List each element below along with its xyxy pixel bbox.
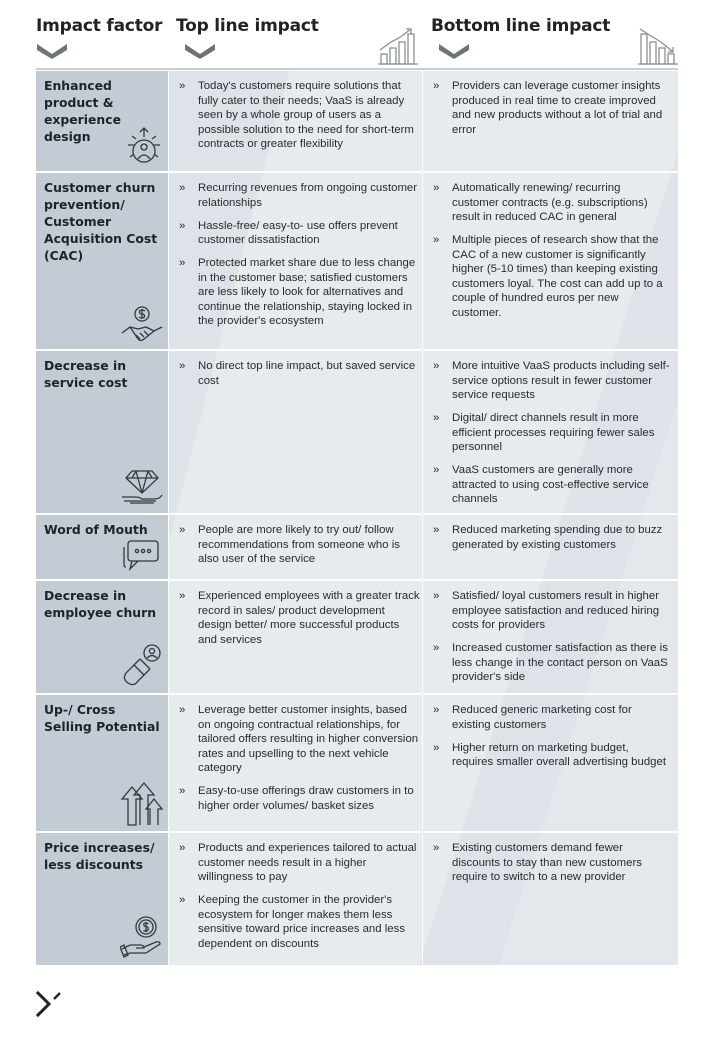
brand-logo-icon (36, 990, 66, 1020)
bullet-item: » Keeping the customer in the provider's ecosystem for longer makes them less sensitive toward price increases and less dependent on discounts (176, 893, 421, 951)
bottom-line-cell (430, 841, 670, 893)
impact-factor-label: Up-/ Cross Selling Potential (44, 702, 160, 734)
table-row (36, 351, 678, 513)
handshake-dollar-icon (120, 305, 164, 347)
bottom-line-cell (430, 523, 670, 561)
bottom-line-cell (430, 181, 670, 329)
design-gear-icon (124, 125, 164, 167)
rising-bar-chart-icon (377, 26, 419, 66)
bullet-item: » Hassle-free/ easy-to- use offers prevent customer dissatisfaction (176, 219, 421, 248)
impact-factor-label: Enhanced product & experience design (44, 78, 121, 144)
table-row (36, 173, 678, 349)
bullet-item: » Reduced generic marketing cost for existing customers (430, 703, 670, 732)
bullet-item: » Satisfied/ loyal customers result in higher employee satisfaction and reduced hiring costs for providers (430, 589, 670, 633)
table-row (36, 71, 678, 171)
top-line-cell (176, 359, 421, 397)
bullet-item: » Higher return on marketing budget, requires smaller overall advertising budget (430, 741, 670, 770)
falling-bar-chart-icon (637, 26, 679, 66)
header-divider (36, 68, 678, 70)
bullet-item: » Products and experiences tailored to actual customer needs result in a higher willingness to pay (176, 841, 421, 885)
up-arrows-icon (120, 781, 166, 827)
bullet-item: » Providers can leverage customer insights produced in real time to create improved and new products without a lot of trial and error (430, 79, 670, 137)
top-line-cell (176, 79, 421, 160)
bullet-item: » Easy-to-use offerings draw customers in to higher order volumes/ basket sizes (176, 784, 421, 813)
impact-table (36, 71, 678, 965)
bullet-item: » Protected market share due to less change in the customer base; satisfied customers are less likely to look for alternatives and continue the relationship, staying locked in the provider's ecosystem (176, 256, 421, 329)
top-line-cell (176, 841, 421, 960)
bottom-line-cell (430, 703, 670, 778)
table-row (36, 833, 678, 965)
header-top-line: Top line impact (176, 16, 319, 36)
bullet-item: » Automatically renewing/ recurring customer contracts (e.g. subscriptions) result in reduced CAC in general (430, 181, 670, 225)
bullet-item: » Digital/ direct channels result in more efficient processes requiring fewer sales personnel (430, 411, 670, 455)
bullet-item: » Today's customers require solutions that fully cater to their needs; VaaS is already seen by a whole group of users as a possible solution to the need for short-term contracts or greater flexibility (176, 79, 421, 152)
bottom-line-cell (430, 589, 670, 693)
bullet-item: » No direct top line impact, but saved service cost (176, 359, 421, 388)
chevron-down-icon (438, 42, 470, 60)
magnet-person-icon (120, 643, 164, 689)
bullet-item: » Leverage better customer insights, based on ongoing contractual relationships, for tailored offers resulting in higher conversion rates and upselling to the next vehicle category (176, 703, 421, 776)
bullet-item: » Increased customer satisfaction as there is less change in the contact person on VaaS provider's side (430, 641, 670, 685)
table-row (36, 515, 678, 579)
top-line-cell (176, 181, 421, 337)
bottom-line-cell (430, 359, 670, 515)
bullet-item: » Recurring revenues from ongoing customer relationships (176, 181, 421, 210)
bullet-item: » Existing customers demand fewer discounts to stay than new customers require to switch to a new provider (430, 841, 670, 885)
bullet-item: » More intuitive VaaS products including self-service options result in fewer customer service requests (430, 359, 670, 403)
impact-factor-label: Price increases/ less discounts (44, 840, 155, 872)
bullet-item: » Reduced marketing spending due to buzz generated by existing customers (430, 523, 670, 552)
bullet-item: » VaaS customers are generally more attracted to using cost-effective service channels (430, 463, 670, 507)
table-row (36, 695, 678, 831)
bullet-item: » Multiple pieces of research show that the CAC of a new customer is significantly higher (5-10 times) than keeping existing customers loyal. The cost can add up to a couple of hundred euros per new customer. (430, 233, 670, 320)
header-bottom-line: Bottom line impact (431, 16, 611, 36)
header-impact-factor: Impact factor (36, 16, 163, 36)
chevron-down-icon (184, 42, 216, 60)
top-line-cell (176, 589, 421, 656)
table-row (36, 581, 678, 693)
impact-factor-label: Customer churn prevention/ Customer Acquisition Cost (CAC) (44, 180, 158, 263)
chevron-down-icon (36, 42, 68, 60)
impact-factor-label: Word of Mouth (44, 522, 148, 537)
top-line-cell (176, 703, 421, 822)
impact-factor-label: Decrease in service cost (44, 358, 128, 390)
chat-bubble-icon (122, 539, 162, 575)
bullet-item: » Experienced employees with a greater track record in sales/ product development design better/ more successful products and services (176, 589, 421, 647)
bullet-item: » People are more likely to try out/ follow recommendations from someone who is also user of the service (176, 523, 421, 567)
diamond-hand-icon (120, 465, 164, 507)
bottom-line-cell (430, 79, 670, 146)
coin-hand-icon (120, 915, 164, 959)
top-line-cell (176, 523, 421, 575)
impact-factor-label: Decrease in employee churn (44, 588, 157, 620)
